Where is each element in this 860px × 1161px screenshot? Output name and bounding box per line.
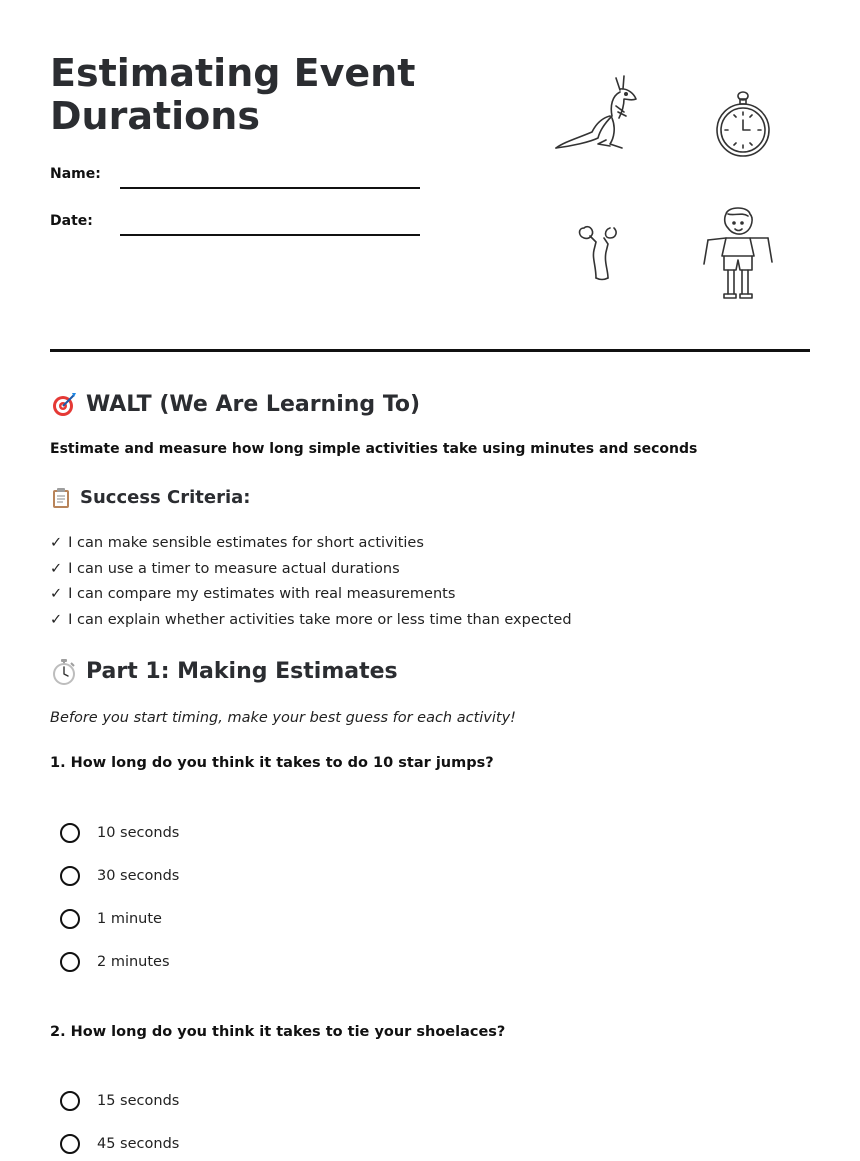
criteria-item: ✓ I can compare my estimates with real measurements: [50, 583, 572, 609]
criteria-item: ✓ I can use a timer to measure actual durations: [50, 558, 572, 584]
question-2: 2. How long do you think it takes to tie your shoelaces?: [50, 1024, 506, 1040]
radio-button[interactable]: [60, 952, 80, 972]
header-divider: [50, 349, 810, 352]
q1-option[interactable]: [60, 821, 179, 845]
walt-heading-text: WALT (We Are Learning To): [86, 392, 421, 417]
title-line-2: Durations: [50, 94, 260, 138]
option-label: 2 minutes: [97, 954, 170, 970]
q1-option[interactable]: [60, 950, 170, 974]
success-criteria-heading: [50, 486, 250, 510]
skipping-rope-illustration: [574, 222, 624, 282]
success-criteria-heading-text: Success Criteria:: [80, 487, 251, 508]
q1-option[interactable]: [60, 907, 162, 931]
check-icon: ✓: [50, 611, 63, 628]
radio-button[interactable]: [60, 866, 80, 886]
clipboard-icon: [50, 487, 72, 509]
title-line-1: Estimating Event: [50, 51, 416, 95]
target-dart-icon: [50, 391, 78, 419]
check-icon: ✓: [50, 560, 63, 577]
option-label: 45 seconds: [97, 1136, 180, 1152]
name-label: Name:: [50, 166, 101, 182]
radio-button[interactable]: [60, 1134, 80, 1154]
walt-heading: [50, 391, 420, 419]
criteria-item: ✓ I can explain whether activities take more or less time than expected: [50, 609, 572, 635]
part1-intro: Before you start timing, make your best guess for each activity!: [50, 710, 516, 726]
option-label: 10 seconds: [97, 825, 180, 841]
stopwatch-icon: [50, 658, 78, 686]
q2-option[interactable]: [60, 1132, 179, 1156]
radio-button[interactable]: [60, 909, 80, 929]
check-icon: ✓: [50, 535, 63, 551]
option-label: 30 seconds: [97, 868, 180, 884]
kangaroo-illustration: [550, 72, 642, 156]
child-with-rope-illustration: [698, 204, 778, 308]
date-label: Date:: [50, 213, 93, 229]
stopwatch-illustration: [712, 90, 774, 160]
radio-button[interactable]: [60, 823, 80, 843]
criteria-item: ✓ I can make sensible estimates for short activities: [50, 532, 572, 558]
radio-button[interactable]: [60, 1091, 80, 1111]
option-label: 15 seconds: [97, 1093, 180, 1109]
name-field[interactable]: [120, 187, 420, 189]
option-label: 1 minute: [97, 911, 162, 927]
q1-option[interactable]: [60, 864, 179, 888]
date-field[interactable]: [120, 234, 420, 236]
part1-heading: [50, 658, 398, 686]
check-icon: ✓: [50, 586, 63, 603]
q2-option[interactable]: [60, 1089, 179, 1113]
question-1: 1. How long do you think it takes to do 10 star jumps?: [50, 755, 494, 771]
page-title: [50, 52, 470, 138]
part1-heading-text: Part 1: Making Estimates: [86, 659, 398, 684]
walt-text: Estimate and measure how long simple activities take using minutes and seconds: [50, 441, 698, 457]
success-criteria-list: [50, 532, 572, 634]
